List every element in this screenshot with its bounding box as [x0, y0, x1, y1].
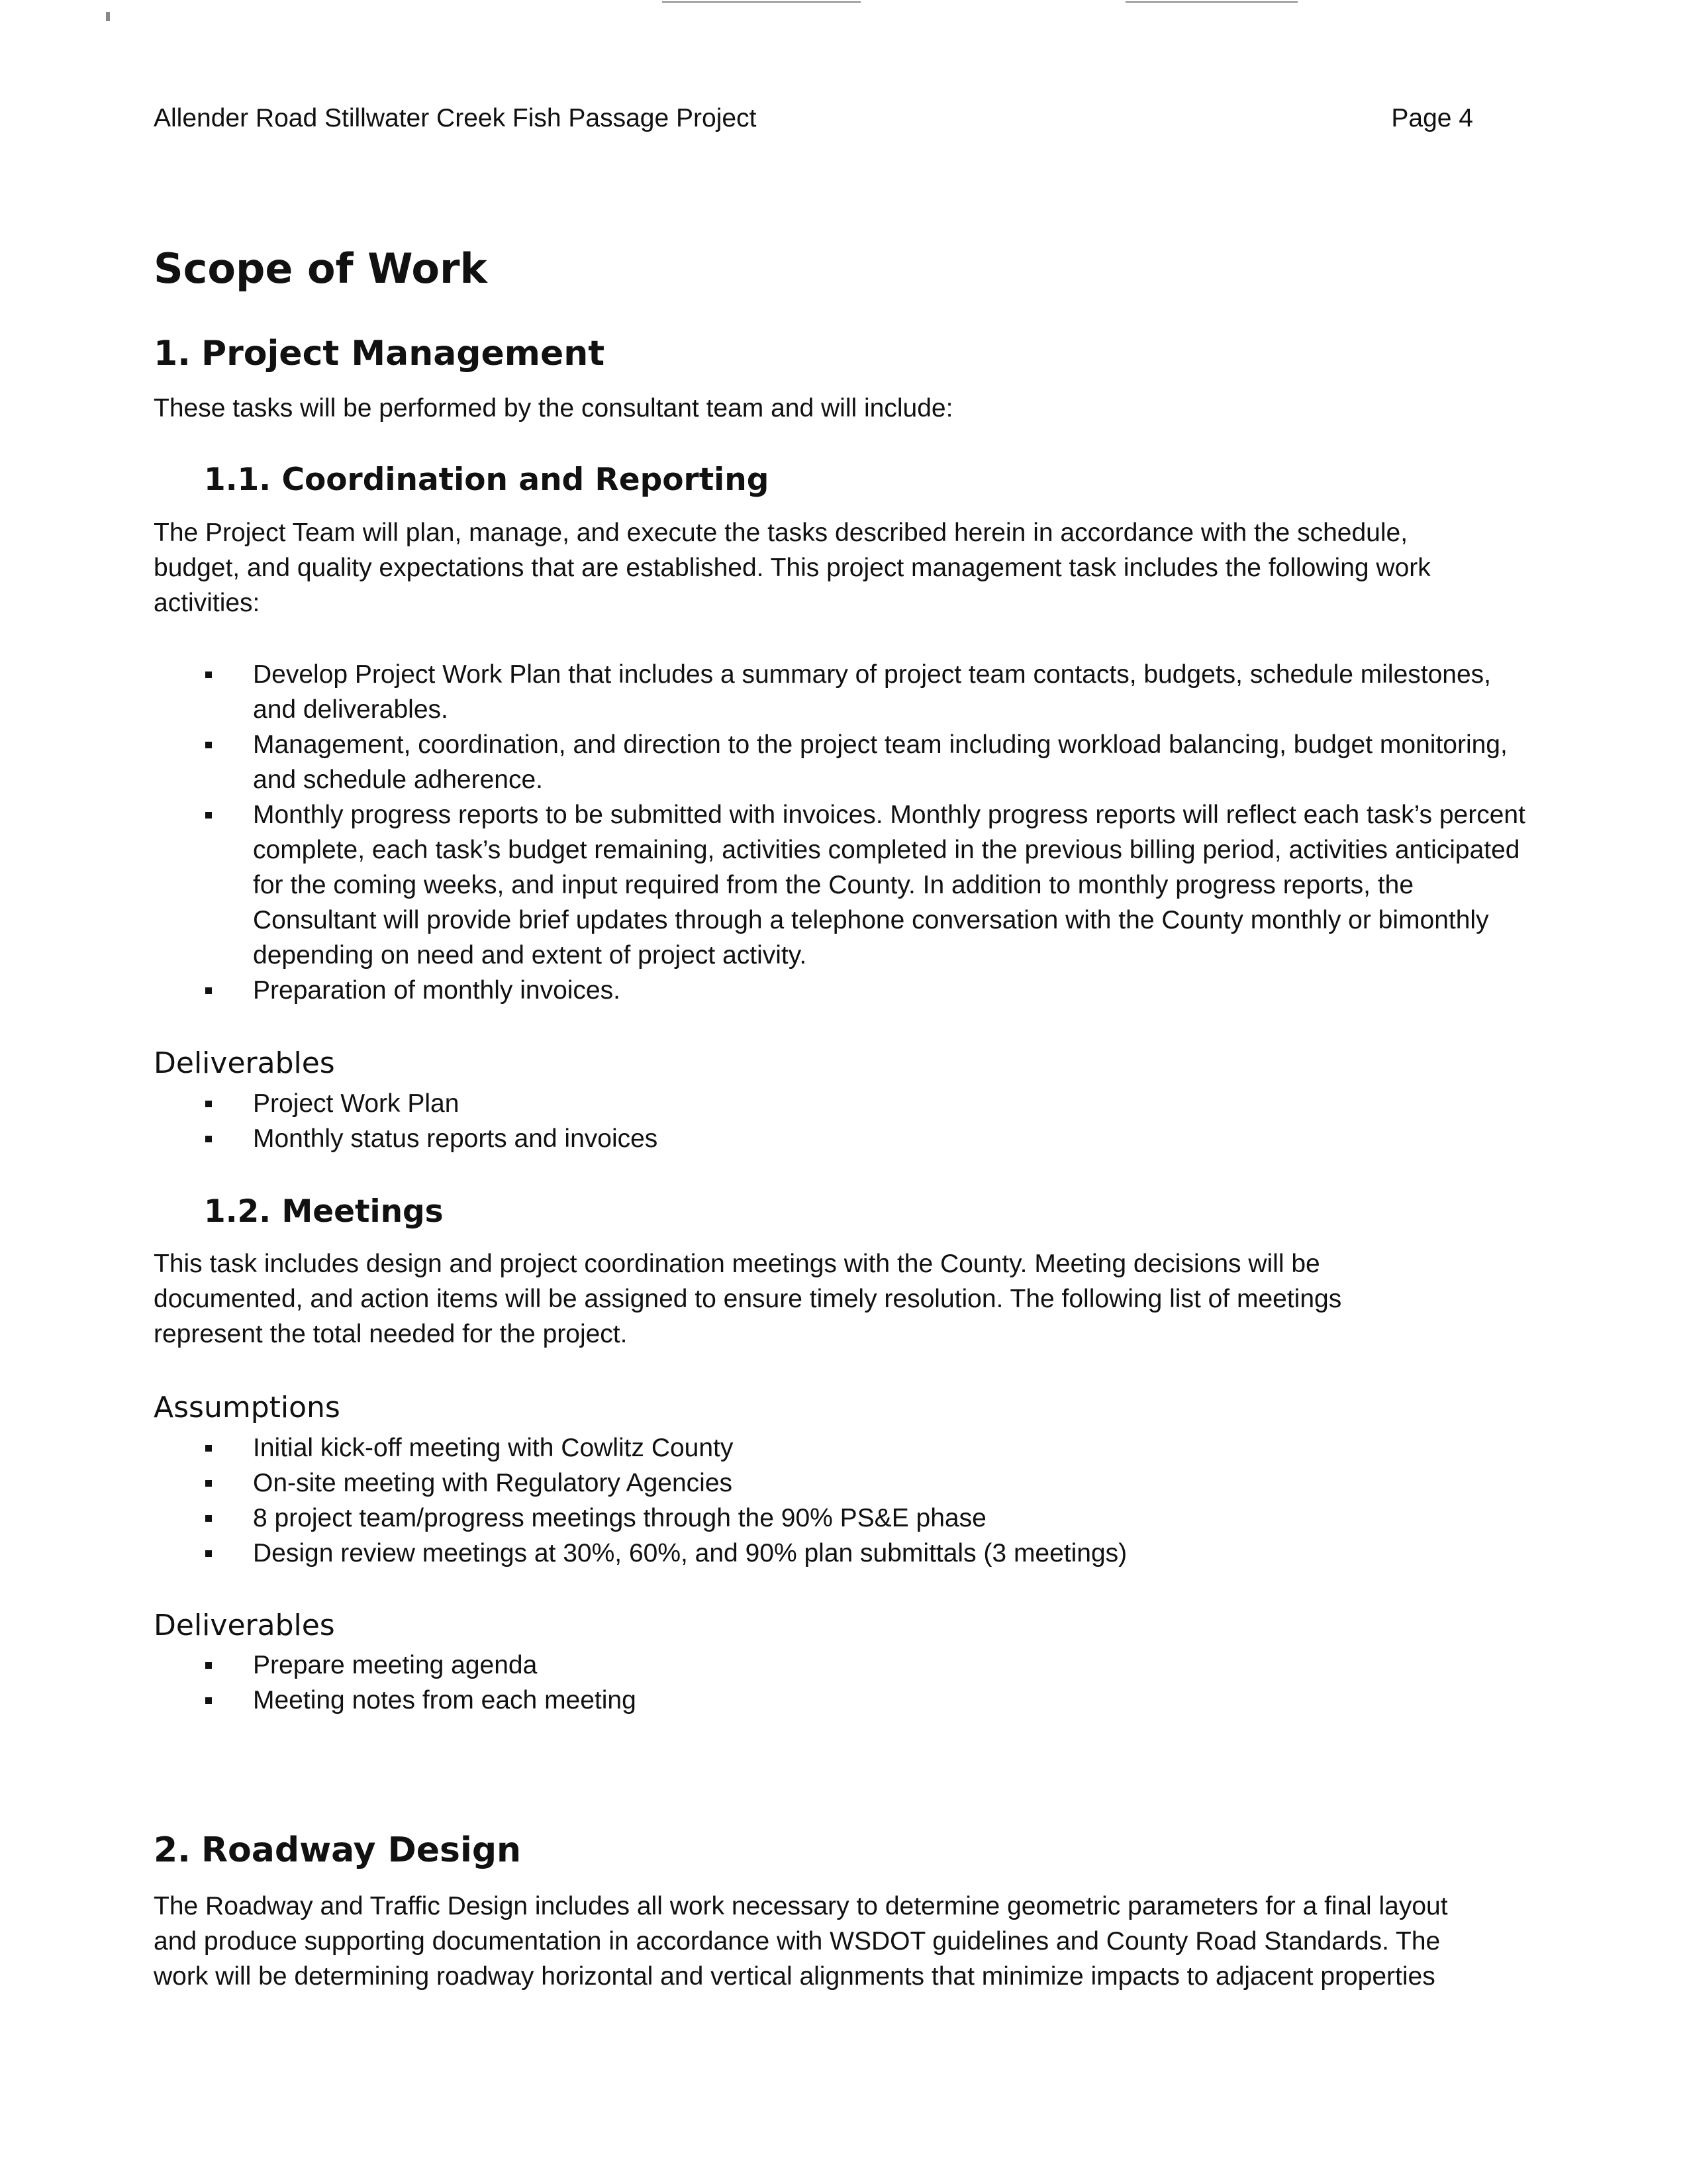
subsection-heading-meetings: 1.2. Meetings [204, 1193, 444, 1230]
section-heading-project-management [154, 331, 604, 376]
coordination-bullet-list [154, 657, 1531, 1008]
section-intro: These tasks will be performed by the consultant team and will include: [154, 394, 953, 422]
meetings-assumptions-list [154, 1430, 1531, 1571]
list-item [154, 1430, 1531, 1465]
paragraph-line: budget, and quality expectations that are established. This project management task includes the following work [154, 554, 1431, 582]
list-item [154, 1465, 1531, 1501]
scan-artifact [106, 12, 110, 21]
list-item-text: On-site meeting with Regulatory Agencies [253, 1469, 733, 1497]
list-item-text: Design review meetings at 30%, 60%, and 90% plan submittals (3 meetings) [253, 1539, 1128, 1567]
list-item [154, 1501, 1531, 1536]
coordination-paragraph [154, 515, 1551, 620]
deliverables-label: Deliverables [154, 1609, 335, 1642]
section-heading-roadway-design [154, 1828, 521, 1873]
bullet-icon [205, 812, 212, 819]
paragraph-line: This task includes design and project coordination meetings with the County. Meeting decisions will be [154, 1250, 1320, 1278]
list-item-text: Develop Project Work Plan that includes a summary of project team contacts, budgets, schedule milestones, and deliverables. [253, 660, 1492, 724]
bullet-icon [205, 742, 212, 748]
list-item-text: Management, coordination, and direction to the project team including workload balancing, budget monitoring, and schedule adherence. [253, 730, 1508, 794]
list-item-text: Preparation of monthly invoices. [253, 976, 620, 1005]
list-item [154, 1648, 1531, 1683]
list-item [154, 1536, 1531, 1571]
running-header-page-number: Page 4 [1391, 104, 1473, 132]
bullet-icon [205, 1662, 212, 1669]
list-item-text: Meeting notes from each meeting [253, 1686, 636, 1714]
subsection-heading-coordination: 1.1. Coordination and Reporting [204, 462, 769, 498]
list-item-text: Initial kick-off meeting with Cowlitz County [253, 1434, 734, 1462]
list-item-text: Prepare meeting agenda [253, 1651, 538, 1679]
paragraph-line: represent the total needed for the project. [154, 1320, 628, 1348]
paragraph-line: documented, and action items will be assigned to ensure timely resolution. The following list of meetings [154, 1285, 1342, 1313]
page-title: Scope of Work [154, 244, 487, 293]
list-item-text: 8 project team/progress meetings through the 90% PS&E phase [253, 1504, 987, 1532]
bullet-icon [205, 1697, 212, 1704]
bullet-icon [205, 671, 212, 678]
meetings-deliverables-list [154, 1648, 1531, 1718]
running-header-title: Allender Road Stillwater Creek Fish Passage Project [154, 104, 757, 132]
paragraph-line: and produce supporting documentation in accordance with WSDOT guidelines and County Road Standards. The [154, 1927, 1441, 1956]
bullet-icon [205, 987, 212, 994]
list-item [154, 1683, 1531, 1718]
bullet-icon [205, 1550, 212, 1557]
list-item [154, 797, 1531, 973]
paragraph-line: The Project Team will plan, manage, and execute the tasks described herein in accordance with the schedule, [154, 519, 1408, 547]
list-item-text: Monthly progress reports to be submitted with invoices. Monthly progress reports will reflect each task’s percent complete, each task’s budget remaining, activities completed in the previous billing period, activities anticipated for the coming weeks, and input required from the County. In addition to monthly progress reports, the Consultant will provide brief updates through a telephone conversation with the County monthly or bimonthly depending on need and extent of project activity. [253, 801, 1525, 969]
scan-artifact [1126, 1, 1298, 3]
scan-artifact [662, 1, 861, 3]
list-item [154, 1086, 1531, 1121]
list-item-text: Monthly status reports and invoices [253, 1124, 658, 1153]
bullet-icon [205, 1445, 212, 1452]
bullet-icon [205, 1136, 212, 1142]
list-item [154, 1121, 1531, 1156]
coordination-deliverables-list [154, 1086, 1531, 1156]
section-title: Roadway Design [201, 1830, 522, 1870]
roadway-paragraph [154, 1889, 1551, 1994]
paragraph-line: work will be determining roadway horizontal and vertical alignments that minimize impacts to adjacent properties [154, 1962, 1435, 1991]
meetings-paragraph [154, 1246, 1551, 1352]
assumptions-label: Assumptions [154, 1391, 340, 1424]
list-item [154, 727, 1531, 797]
paragraph-line: activities: [154, 589, 260, 617]
bullet-icon [205, 1515, 212, 1522]
list-item [154, 657, 1531, 727]
section-number: 2. [154, 1830, 191, 1870]
section-number: 1. [154, 334, 191, 373]
list-item-text: Project Work Plan [253, 1089, 459, 1118]
bullet-icon [205, 1480, 212, 1487]
deliverables-label: Deliverables [154, 1046, 335, 1080]
list-item [154, 973, 1531, 1008]
paragraph-line: The Roadway and Traffic Design includes all work necessary to determine geometric parameters for a final layout [154, 1892, 1448, 1920]
section-title: Project Management [201, 334, 605, 373]
bullet-icon [205, 1101, 212, 1107]
